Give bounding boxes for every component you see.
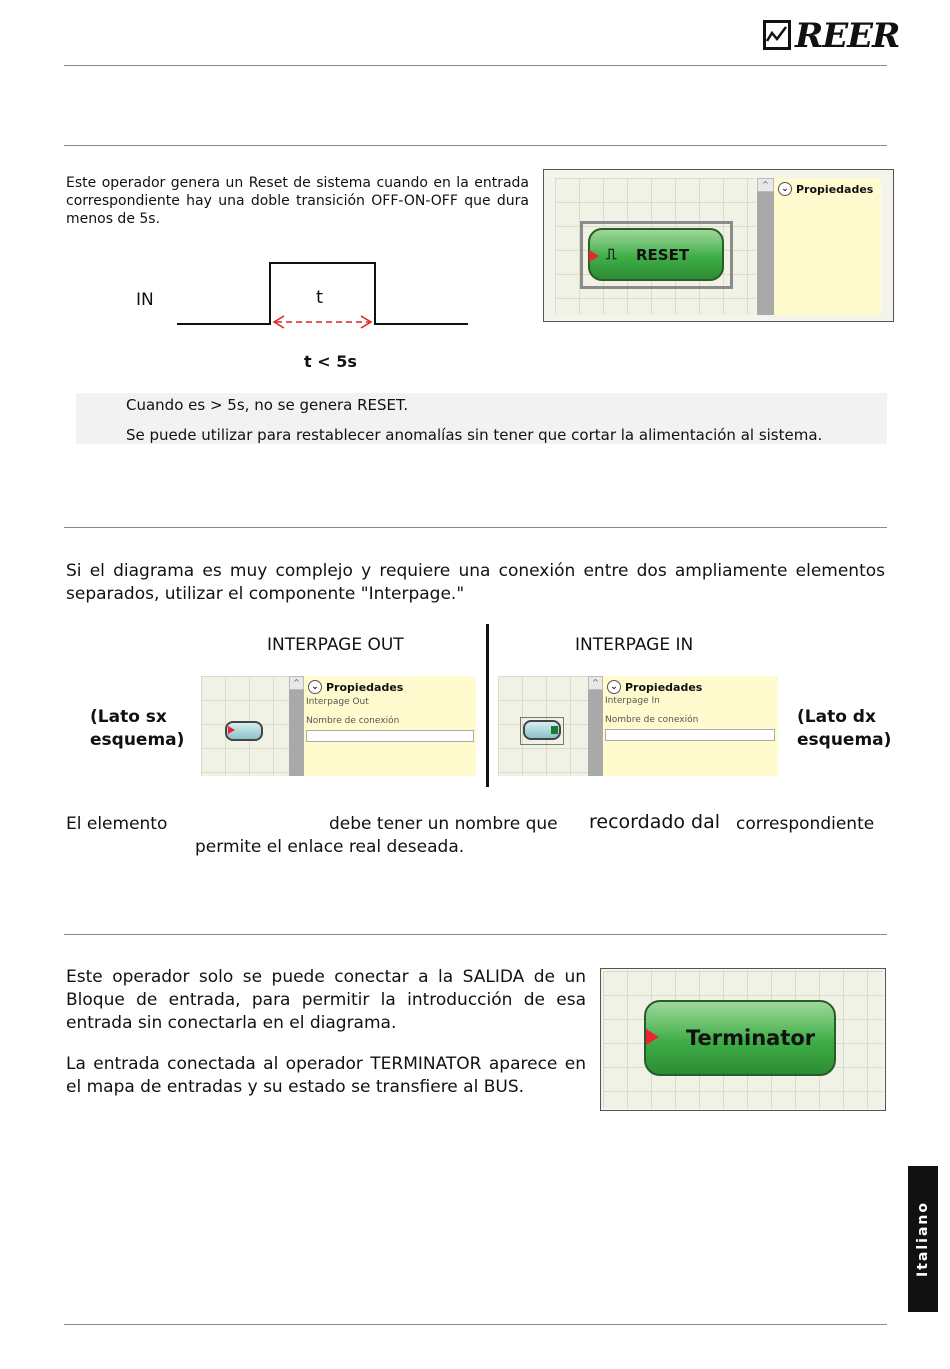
properties-title: Propiedades <box>796 182 874 196</box>
in-field-label: Nombre de conexión <box>605 715 699 725</box>
reset-properties-panel <box>774 178 881 315</box>
properties-header[interactable] <box>778 182 873 196</box>
properties-header[interactable] <box>308 680 403 694</box>
header-rule <box>64 65 887 66</box>
section-rule-1 <box>64 145 887 146</box>
collapse-chevron-icon[interactable]: ⌄ <box>607 680 621 694</box>
footer-rule <box>64 1324 887 1325</box>
input-arrow-icon <box>228 726 235 734</box>
terminator-block-label: Terminator <box>686 1026 816 1050</box>
brand-name: REER <box>795 16 900 56</box>
reset-screenshot <box>543 169 894 322</box>
interpage-divider <box>486 624 489 787</box>
interpage-footer-d: correspondiente <box>736 814 875 834</box>
in-properties-panel <box>603 676 778 776</box>
out-field-label: Nombre de conexión <box>306 716 400 726</box>
interpage-footer-c: recordado dal <box>589 811 721 833</box>
collapse-chevron-icon[interactable]: ⌄ <box>308 680 322 694</box>
terminator-paragraph-2: La entrada conectada al operador TERMINATOR aparece en el mapa de entradas y su estado se transfiere al BUS. <box>66 1054 586 1097</box>
interpage-intro: Si el diagrama es muy complejo y requiere una conexión entre dos ampliamente elementos separados, utilizar el componente "Interpage." <box>66 561 885 604</box>
input-arrow-icon <box>589 250 599 262</box>
note-1: Cuando es > 5s, no se genera RESET. <box>126 396 409 414</box>
pulse-icon: ⎍ <box>606 245 617 263</box>
interpage-in-screenshot <box>498 676 778 776</box>
reset-scrollbar[interactable] <box>757 178 774 315</box>
brand-logo <box>763 16 900 56</box>
left-side-label: (Lato sx esquema) <box>90 707 185 750</box>
interpage-in-heading: INTERPAGE IN <box>575 635 694 655</box>
properties-header[interactable] <box>607 680 702 694</box>
terminator-paragraph-1: Este operador solo se puede conectar a la SALIDA de un Bloque de entrada, para permitir la introducción de esa entrada sin conectarla en el diagrama. <box>66 967 586 1033</box>
out-scrollbar[interactable] <box>289 676 304 776</box>
section-rule-2 <box>64 527 887 528</box>
scroll-up-icon[interactable]: ^ <box>588 676 603 690</box>
reset-block[interactable] <box>588 228 724 281</box>
language-tab-label: Italiano <box>915 1201 931 1277</box>
interpage-in-block[interactable] <box>523 720 561 740</box>
section-rule-3 <box>64 934 887 935</box>
right-side-label: (Lato dx esquema) <box>797 707 892 750</box>
in-connection-name-input[interactable] <box>605 729 775 741</box>
interpage-footer-a: El elemento <box>66 814 168 834</box>
out-connection-name-input[interactable] <box>306 730 474 742</box>
diagram-in-label: IN <box>136 290 154 310</box>
note-2: Se puede utilizar para restablecer anomalías sin tener que cortar la alimentación al sistema. <box>126 426 823 444</box>
output-port-icon <box>551 726 558 734</box>
interpage-footer-b: debe tener un nombre que <box>329 814 558 834</box>
scroll-up-icon[interactable]: ^ <box>757 178 774 192</box>
reset-notes-box <box>76 393 887 444</box>
interpage-out-block[interactable] <box>225 721 263 741</box>
scroll-up-icon[interactable]: ^ <box>289 676 304 690</box>
interpage-out-heading: INTERPAGE OUT <box>267 635 404 655</box>
reset-block-label: RESET <box>636 246 690 264</box>
terminator-block[interactable] <box>644 1000 836 1076</box>
out-type-label: Interpage Out <box>306 697 369 707</box>
reset-description: Este operador genera un Reset de sistema cuando en la entrada correspondiente hay una doble transición OFF-ON-OFF que dura menos de 5s. <box>66 175 529 227</box>
out-properties-panel <box>304 676 476 776</box>
in-scrollbar[interactable] <box>588 676 603 776</box>
logo-mark-icon <box>763 20 791 50</box>
terminator-screenshot <box>600 968 886 1111</box>
language-tab <box>908 1166 938 1312</box>
in-type-label: Interpage In <box>605 696 660 706</box>
properties-title: Propiedades <box>625 680 703 694</box>
diagram-condition: t < 5s <box>304 352 357 371</box>
diagram-t-label: t <box>316 287 324 308</box>
interpage-out-screenshot <box>201 676 476 776</box>
interpage-footer-line2: permite el enlace real deseada. <box>195 837 465 857</box>
collapse-chevron-icon[interactable]: ⌄ <box>778 182 792 196</box>
properties-title: Propiedades <box>326 680 404 694</box>
input-arrow-icon <box>646 1029 659 1045</box>
